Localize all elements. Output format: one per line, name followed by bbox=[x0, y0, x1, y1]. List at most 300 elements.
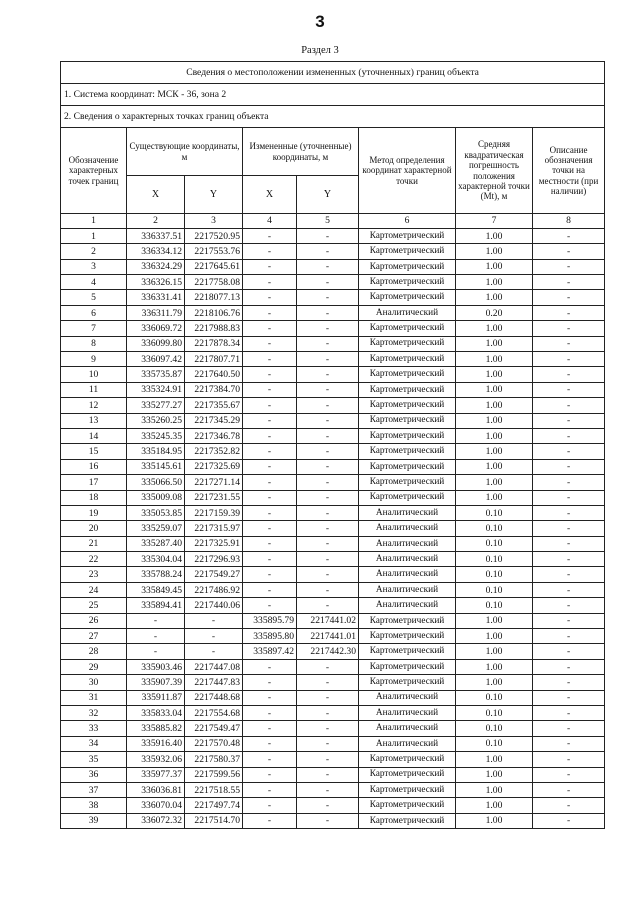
existing-x-cell: 335932.06 bbox=[127, 752, 185, 767]
existing-y-cell: 2217640.50 bbox=[185, 367, 243, 382]
changed-y-cell: - bbox=[297, 490, 359, 505]
changed-y-cell: - bbox=[297, 567, 359, 582]
changed-x-cell: - bbox=[243, 721, 297, 736]
existing-y-cell: 2217315.97 bbox=[185, 521, 243, 536]
existing-y-cell: 2217580.37 bbox=[185, 752, 243, 767]
existing-x-cell: 335849.45 bbox=[127, 582, 185, 597]
changed-x-cell: - bbox=[243, 305, 297, 320]
accuracy-cell: 1.00 bbox=[456, 290, 533, 305]
column-number: 7 bbox=[456, 214, 533, 229]
table-row bbox=[61, 567, 605, 582]
points-info-row: 2. Сведения о характерных точках границ объекта bbox=[61, 106, 605, 128]
existing-y-cell: 2217988.83 bbox=[185, 321, 243, 336]
method-cell: Аналитический bbox=[359, 505, 456, 520]
existing-x-cell: - bbox=[127, 644, 185, 659]
header-existing-x: X bbox=[127, 176, 185, 214]
method-cell: Аналитический bbox=[359, 721, 456, 736]
description-cell: - bbox=[533, 505, 605, 520]
method-cell: Картометрический bbox=[359, 398, 456, 413]
accuracy-cell: 0.20 bbox=[456, 305, 533, 320]
page-number: 3 bbox=[315, 12, 325, 31]
accuracy-cell: 1.00 bbox=[456, 782, 533, 797]
existing-y-cell: 2217352.82 bbox=[185, 444, 243, 459]
header-existing-coords: Существующие координаты, м bbox=[127, 128, 243, 176]
existing-x-cell: 335907.39 bbox=[127, 675, 185, 690]
changed-y-cell: - bbox=[297, 598, 359, 613]
point-number-cell: 36 bbox=[61, 767, 127, 782]
existing-x-cell: 336069.72 bbox=[127, 321, 185, 336]
changed-y-cell: - bbox=[297, 813, 359, 828]
table-row bbox=[61, 598, 605, 613]
point-number-cell: 10 bbox=[61, 367, 127, 382]
point-number-cell: 13 bbox=[61, 413, 127, 428]
table-row bbox=[61, 505, 605, 520]
existing-x-cell: 335903.46 bbox=[127, 659, 185, 674]
method-cell: Аналитический bbox=[359, 305, 456, 320]
existing-y-cell: - bbox=[185, 644, 243, 659]
changed-x-cell: - bbox=[243, 336, 297, 351]
existing-x-cell: 335145.61 bbox=[127, 459, 185, 474]
changed-x-cell: - bbox=[243, 413, 297, 428]
changed-x-cell: - bbox=[243, 736, 297, 751]
point-number-cell: 25 bbox=[61, 598, 127, 613]
changed-y-cell: - bbox=[297, 552, 359, 567]
accuracy-cell: 1.00 bbox=[456, 752, 533, 767]
point-number-cell: 5 bbox=[61, 290, 127, 305]
changed-y-cell: - bbox=[297, 752, 359, 767]
method-cell: Картометрический bbox=[359, 798, 456, 813]
method-cell: Картометрический bbox=[359, 367, 456, 382]
point-number-cell: 38 bbox=[61, 798, 127, 813]
point-number-cell: 12 bbox=[61, 398, 127, 413]
changed-x-cell: - bbox=[243, 782, 297, 797]
description-cell: - bbox=[533, 305, 605, 320]
column-number: 5 bbox=[297, 214, 359, 229]
existing-y-cell: 2217384.70 bbox=[185, 382, 243, 397]
header-method: Метод определения координат характерной точки bbox=[359, 128, 456, 214]
point-number-cell: 8 bbox=[61, 336, 127, 351]
point-number-cell: 39 bbox=[61, 813, 127, 828]
existing-x-cell: 335260.25 bbox=[127, 413, 185, 428]
table-row bbox=[61, 444, 605, 459]
description-cell: - bbox=[533, 259, 605, 274]
changed-x-cell: - bbox=[243, 505, 297, 520]
method-cell: Картометрический bbox=[359, 675, 456, 690]
method-cell: Картометрический bbox=[359, 752, 456, 767]
existing-x-cell: 336326.15 bbox=[127, 275, 185, 290]
table-row bbox=[61, 398, 605, 413]
accuracy-cell: 1.00 bbox=[456, 367, 533, 382]
column-number: 3 bbox=[185, 214, 243, 229]
changed-y-cell: - bbox=[297, 336, 359, 351]
changed-x-cell: - bbox=[243, 382, 297, 397]
description-cell: - bbox=[533, 582, 605, 597]
method-cell: Картометрический bbox=[359, 459, 456, 474]
accuracy-cell: 1.00 bbox=[456, 382, 533, 397]
description-cell: - bbox=[533, 336, 605, 351]
description-cell: - bbox=[533, 644, 605, 659]
description-cell: - bbox=[533, 521, 605, 536]
existing-y-cell: 2217345.29 bbox=[185, 413, 243, 428]
existing-x-cell: 336337.51 bbox=[127, 228, 185, 243]
description-cell: - bbox=[533, 629, 605, 644]
existing-y-cell: - bbox=[185, 613, 243, 628]
changed-y-cell: - bbox=[297, 721, 359, 736]
point-number-cell: 4 bbox=[61, 275, 127, 290]
method-cell: Картометрический bbox=[359, 813, 456, 828]
existing-x-cell: 335245.35 bbox=[127, 428, 185, 443]
table-row bbox=[61, 413, 605, 428]
table-row bbox=[61, 367, 605, 382]
accuracy-cell: 1.00 bbox=[456, 490, 533, 505]
existing-x-cell: 335788.24 bbox=[127, 567, 185, 582]
method-cell: Аналитический bbox=[359, 567, 456, 582]
description-cell: - bbox=[533, 367, 605, 382]
point-number-cell: 19 bbox=[61, 505, 127, 520]
accuracy-cell: 0.10 bbox=[456, 706, 533, 721]
changed-y-cell: - bbox=[297, 767, 359, 782]
changed-x-cell: - bbox=[243, 798, 297, 813]
existing-x-cell: - bbox=[127, 613, 185, 628]
accuracy-cell: 1.00 bbox=[456, 444, 533, 459]
point-number-cell: 21 bbox=[61, 536, 127, 551]
accuracy-cell: 0.10 bbox=[456, 505, 533, 520]
method-cell: Картометрический bbox=[359, 782, 456, 797]
changed-x-cell: - bbox=[243, 228, 297, 243]
description-cell: - bbox=[533, 659, 605, 674]
method-cell: Картометрический bbox=[359, 767, 456, 782]
point-number-cell: 14 bbox=[61, 428, 127, 443]
table-row bbox=[61, 629, 605, 644]
changed-y-cell: - bbox=[297, 706, 359, 721]
description-cell: - bbox=[533, 413, 605, 428]
point-number-cell: 23 bbox=[61, 567, 127, 582]
method-cell: Картометрический bbox=[359, 275, 456, 290]
accuracy-cell: 0.10 bbox=[456, 536, 533, 551]
column-number: 8 bbox=[533, 214, 605, 229]
column-number: 6 bbox=[359, 214, 456, 229]
existing-y-cell: - bbox=[185, 629, 243, 644]
existing-x-cell: 336331.41 bbox=[127, 290, 185, 305]
description-cell: - bbox=[533, 767, 605, 782]
point-number-cell: 24 bbox=[61, 582, 127, 597]
accuracy-cell: 1.00 bbox=[456, 659, 533, 674]
header-changed-y: Y bbox=[297, 176, 359, 214]
description-cell: - bbox=[533, 352, 605, 367]
changed-y-cell: - bbox=[297, 798, 359, 813]
point-number-cell: 20 bbox=[61, 521, 127, 536]
header-existing-y: Y bbox=[185, 176, 243, 214]
existing-y-cell: 2217355.67 bbox=[185, 398, 243, 413]
table-row bbox=[61, 736, 605, 751]
existing-x-cell: 336334.12 bbox=[127, 244, 185, 259]
changed-x-cell: - bbox=[243, 244, 297, 259]
existing-x-cell: 335304.04 bbox=[127, 552, 185, 567]
table-row bbox=[61, 521, 605, 536]
description-cell: - bbox=[533, 721, 605, 736]
existing-y-cell: 2217599.56 bbox=[185, 767, 243, 782]
table-row bbox=[61, 228, 605, 243]
accuracy-cell: 1.00 bbox=[456, 336, 533, 351]
coordinate-system-row: 1. Система координат: МСК - 36, зона 2 bbox=[61, 84, 605, 106]
table-row bbox=[61, 275, 605, 290]
changed-y-cell: - bbox=[297, 675, 359, 690]
description-cell: - bbox=[533, 690, 605, 705]
method-cell: Картометрический bbox=[359, 490, 456, 505]
changed-y-cell: - bbox=[297, 244, 359, 259]
description-cell: - bbox=[533, 490, 605, 505]
existing-y-cell: 2217570.48 bbox=[185, 736, 243, 751]
point-number-cell: 6 bbox=[61, 305, 127, 320]
table-row bbox=[61, 721, 605, 736]
changed-y-cell: - bbox=[297, 398, 359, 413]
changed-y-cell: - bbox=[297, 382, 359, 397]
point-number-cell: 18 bbox=[61, 490, 127, 505]
point-number-cell: 17 bbox=[61, 475, 127, 490]
point-number-cell: 29 bbox=[61, 659, 127, 674]
existing-y-cell: 2217549.27 bbox=[185, 567, 243, 582]
accuracy-cell: 1.00 bbox=[456, 475, 533, 490]
table-row bbox=[61, 382, 605, 397]
accuracy-cell: 1.00 bbox=[456, 798, 533, 813]
existing-x-cell: 335833.04 bbox=[127, 706, 185, 721]
existing-x-cell: 335259.07 bbox=[127, 521, 185, 536]
description-cell: - bbox=[533, 428, 605, 443]
changed-y-cell: - bbox=[297, 259, 359, 274]
changed-y-cell: - bbox=[297, 413, 359, 428]
changed-x-cell: - bbox=[243, 259, 297, 274]
changed-y-cell: - bbox=[297, 536, 359, 551]
changed-x-cell: - bbox=[243, 428, 297, 443]
existing-y-cell: 2217807.71 bbox=[185, 352, 243, 367]
changed-y-cell: - bbox=[297, 475, 359, 490]
existing-x-cell: 336099.80 bbox=[127, 336, 185, 351]
existing-x-cell: 335066.50 bbox=[127, 475, 185, 490]
accuracy-cell: 1.00 bbox=[456, 613, 533, 628]
accuracy-cell: 1.00 bbox=[456, 275, 533, 290]
changed-x-cell: - bbox=[243, 398, 297, 413]
description-cell: - bbox=[533, 782, 605, 797]
table-row bbox=[61, 336, 605, 351]
accuracy-cell: 1.00 bbox=[456, 428, 533, 443]
changed-x-cell: - bbox=[243, 552, 297, 567]
changed-x-cell: - bbox=[243, 352, 297, 367]
method-cell: Картометрический bbox=[359, 475, 456, 490]
changed-x-cell: - bbox=[243, 275, 297, 290]
changed-x-cell: - bbox=[243, 490, 297, 505]
description-cell: - bbox=[533, 675, 605, 690]
description-cell: - bbox=[533, 382, 605, 397]
accuracy-cell: 1.00 bbox=[456, 413, 533, 428]
point-number-cell: 7 bbox=[61, 321, 127, 336]
table-row bbox=[61, 798, 605, 813]
table-row bbox=[61, 459, 605, 474]
table-row bbox=[61, 644, 605, 659]
existing-y-cell: 2218106.76 bbox=[185, 305, 243, 320]
section-label: Раздел 3 bbox=[301, 45, 339, 56]
method-cell: Аналитический bbox=[359, 690, 456, 705]
column-number: 2 bbox=[127, 214, 185, 229]
method-cell: Картометрический bbox=[359, 382, 456, 397]
description-cell: - bbox=[533, 798, 605, 813]
changed-x-cell: 335897.42 bbox=[243, 644, 297, 659]
existing-x-cell: 336311.79 bbox=[127, 305, 185, 320]
column-number: 4 bbox=[243, 214, 297, 229]
changed-x-cell: - bbox=[243, 659, 297, 674]
existing-y-cell: 2217271.14 bbox=[185, 475, 243, 490]
existing-y-cell: 2217325.91 bbox=[185, 536, 243, 551]
existing-y-cell: 2217440.06 bbox=[185, 598, 243, 613]
table-body bbox=[61, 228, 605, 828]
table-row bbox=[61, 244, 605, 259]
method-cell: Картометрический bbox=[359, 644, 456, 659]
method-cell: Картометрический bbox=[359, 444, 456, 459]
table-row bbox=[61, 352, 605, 367]
description-cell: - bbox=[533, 752, 605, 767]
existing-y-cell: 2217159.39 bbox=[185, 505, 243, 520]
changed-x-cell: - bbox=[243, 675, 297, 690]
accuracy-cell: 0.10 bbox=[456, 521, 533, 536]
changed-x-cell: - bbox=[243, 321, 297, 336]
table-row bbox=[61, 690, 605, 705]
header-changed-coords: Измененные (уточненные) координаты, м bbox=[243, 128, 359, 176]
table-row bbox=[61, 259, 605, 274]
method-cell: Картометрический bbox=[359, 336, 456, 351]
method-cell: Картометрический bbox=[359, 413, 456, 428]
description-cell: - bbox=[533, 444, 605, 459]
method-cell: Аналитический bbox=[359, 521, 456, 536]
description-cell: - bbox=[533, 228, 605, 243]
existing-x-cell: 335277.27 bbox=[127, 398, 185, 413]
existing-x-cell: 335916.40 bbox=[127, 736, 185, 751]
existing-y-cell: 2218077.13 bbox=[185, 290, 243, 305]
table-row bbox=[61, 475, 605, 490]
description-cell: - bbox=[533, 398, 605, 413]
existing-x-cell: 335735.87 bbox=[127, 367, 185, 382]
point-number-cell: 16 bbox=[61, 459, 127, 474]
changed-x-cell: - bbox=[243, 367, 297, 382]
existing-y-cell: 2217758.08 bbox=[185, 275, 243, 290]
existing-x-cell: 335324.91 bbox=[127, 382, 185, 397]
existing-x-cell: 335911.87 bbox=[127, 690, 185, 705]
table-row bbox=[61, 321, 605, 336]
description-cell: - bbox=[533, 475, 605, 490]
column-numbers-row bbox=[61, 214, 605, 229]
changed-x-cell: - bbox=[243, 536, 297, 551]
changed-y-cell: - bbox=[297, 305, 359, 320]
method-cell: Картометрический bbox=[359, 228, 456, 243]
accuracy-cell: 0.10 bbox=[456, 690, 533, 705]
description-cell: - bbox=[533, 459, 605, 474]
accuracy-cell: 1.00 bbox=[456, 398, 533, 413]
point-number-cell: 30 bbox=[61, 675, 127, 690]
method-cell: Аналитический bbox=[359, 598, 456, 613]
table-row bbox=[61, 290, 605, 305]
changed-y-cell: 2217442.30 bbox=[297, 644, 359, 659]
existing-y-cell: 2217497.74 bbox=[185, 798, 243, 813]
existing-y-cell: 2217518.55 bbox=[185, 782, 243, 797]
header-accuracy: Средняя квадратическая погрешность положения характерной точки (Mt), м bbox=[456, 128, 533, 214]
existing-x-cell: 335184.95 bbox=[127, 444, 185, 459]
description-cell: - bbox=[533, 813, 605, 828]
method-cell: Аналитический bbox=[359, 536, 456, 551]
table-row bbox=[61, 582, 605, 597]
changed-x-cell: - bbox=[243, 706, 297, 721]
table-row bbox=[61, 675, 605, 690]
method-cell: Картометрический bbox=[359, 321, 456, 336]
changed-y-cell: 2217441.02 bbox=[297, 613, 359, 628]
table-row bbox=[61, 813, 605, 828]
point-number-cell: 31 bbox=[61, 690, 127, 705]
method-cell: Картометрический bbox=[359, 290, 456, 305]
existing-y-cell: 2217553.76 bbox=[185, 244, 243, 259]
table-row bbox=[61, 428, 605, 443]
changed-x-cell: 335895.80 bbox=[243, 629, 297, 644]
changed-x-cell: - bbox=[243, 690, 297, 705]
changed-x-cell: 335895.79 bbox=[243, 613, 297, 628]
method-cell: Картометрический bbox=[359, 428, 456, 443]
table-row bbox=[61, 305, 605, 320]
point-number-cell: 35 bbox=[61, 752, 127, 767]
description-cell: - bbox=[533, 275, 605, 290]
changed-y-cell: 2217441.01 bbox=[297, 629, 359, 644]
existing-x-cell: 335894.41 bbox=[127, 598, 185, 613]
method-cell: Картометрический bbox=[359, 352, 456, 367]
point-number-cell: 1 bbox=[61, 228, 127, 243]
changed-y-cell: - bbox=[297, 367, 359, 382]
changed-x-cell: - bbox=[243, 598, 297, 613]
accuracy-cell: 1.00 bbox=[456, 352, 533, 367]
table-row bbox=[61, 782, 605, 797]
accuracy-cell: 1.00 bbox=[456, 228, 533, 243]
method-cell: Аналитический bbox=[359, 736, 456, 751]
table-row bbox=[61, 490, 605, 505]
header-changed-x: X bbox=[243, 176, 297, 214]
existing-y-cell: 2217514.70 bbox=[185, 813, 243, 828]
point-number-cell: 37 bbox=[61, 782, 127, 797]
point-number-cell: 3 bbox=[61, 259, 127, 274]
accuracy-cell: 1.00 bbox=[456, 813, 533, 828]
method-cell: Картометрический bbox=[359, 244, 456, 259]
existing-y-cell: 2217296.93 bbox=[185, 552, 243, 567]
changed-y-cell: - bbox=[297, 352, 359, 367]
changed-x-cell: - bbox=[243, 567, 297, 582]
method-cell: Картометрический bbox=[359, 613, 456, 628]
changed-y-cell: - bbox=[297, 505, 359, 520]
accuracy-cell: 1.00 bbox=[456, 767, 533, 782]
table-row bbox=[61, 767, 605, 782]
accuracy-cell: 1.00 bbox=[456, 459, 533, 474]
table-row bbox=[61, 536, 605, 551]
existing-y-cell: 2217448.68 bbox=[185, 690, 243, 705]
changed-y-cell: - bbox=[297, 228, 359, 243]
changed-y-cell: - bbox=[297, 290, 359, 305]
point-number-cell: 22 bbox=[61, 552, 127, 567]
description-cell: - bbox=[533, 598, 605, 613]
description-cell: - bbox=[533, 536, 605, 551]
existing-x-cell: 335287.40 bbox=[127, 536, 185, 551]
existing-x-cell: 336036.81 bbox=[127, 782, 185, 797]
changed-x-cell: - bbox=[243, 582, 297, 597]
changed-y-cell: - bbox=[297, 690, 359, 705]
point-number-cell: 2 bbox=[61, 244, 127, 259]
boundary-points-table bbox=[60, 61, 605, 829]
changed-x-cell: - bbox=[243, 444, 297, 459]
table-row bbox=[61, 552, 605, 567]
changed-y-cell: - bbox=[297, 275, 359, 290]
description-cell: - bbox=[533, 290, 605, 305]
accuracy-cell: 0.10 bbox=[456, 598, 533, 613]
